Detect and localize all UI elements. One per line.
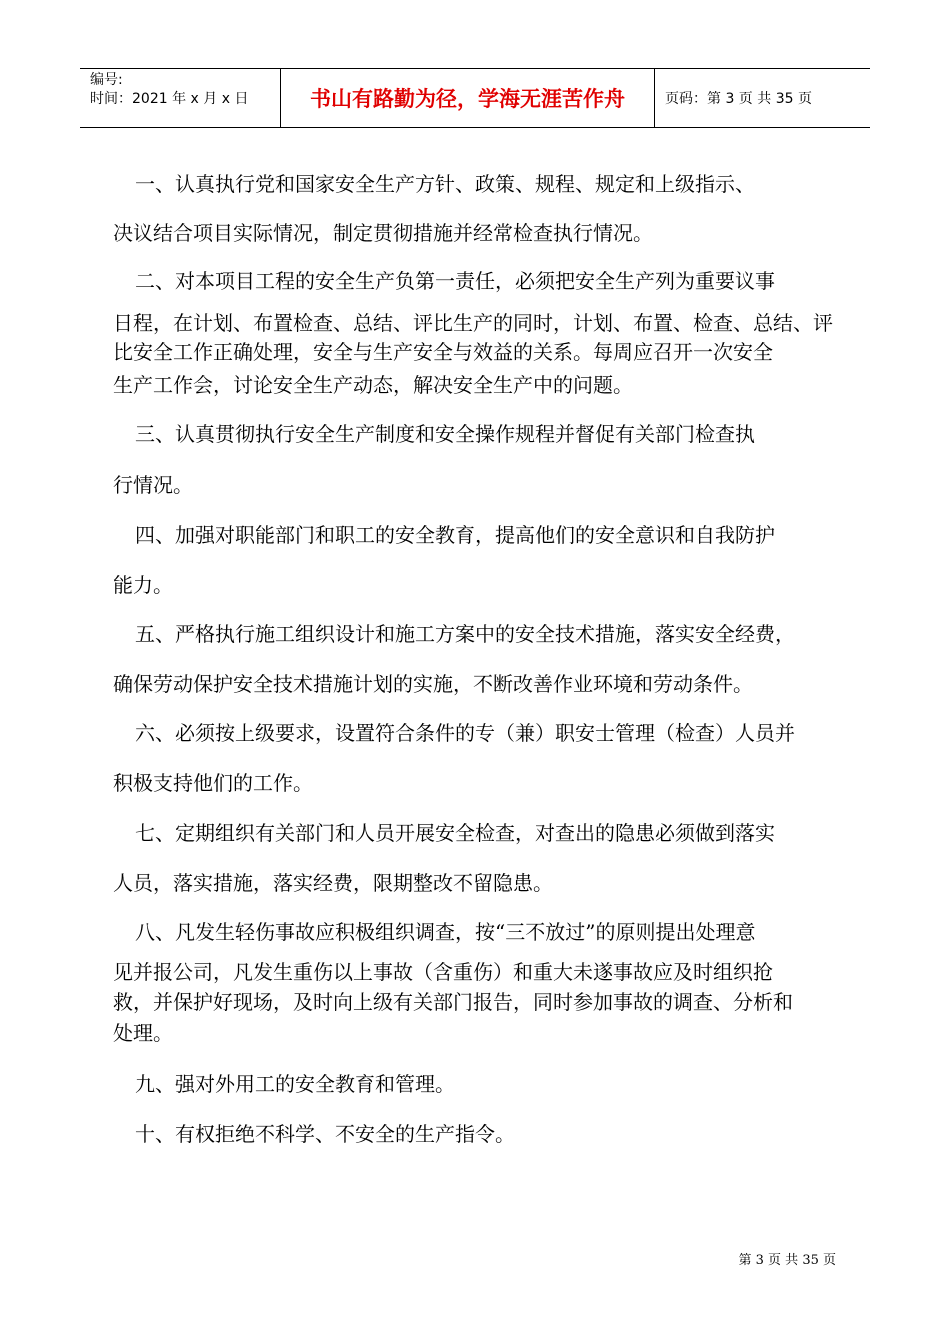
header-page-info: 页码：第 3 页 共 35 页 xyxy=(665,91,812,107)
text-line: 见并报公司，凡发生重伤以上事故（含重伤）和重大未遂事故应及时组织抢 xyxy=(113,960,773,984)
text-line: 比安全工作正确处理，安全与生产安全与效益的关系。每周应召开一次安全 xyxy=(113,340,773,364)
page-header xyxy=(80,68,870,128)
text-line: 四、加强对职能部门和职工的安全教育，提高他们的安全意识和自我防护 xyxy=(135,523,775,547)
header-meta xyxy=(80,69,281,127)
text-line: 一、认真执行党和国家安全生产方针、政策、规程、规定和上级指示、 xyxy=(135,172,755,196)
text-line: 能力。 xyxy=(113,573,173,597)
text-line: 人员，落实措施，落实经费，限期整改不留隐患。 xyxy=(113,871,553,895)
text-line: 生产工作会，讨论安全生产动态，解决安全生产中的问题。 xyxy=(113,373,633,397)
text-line: 处理。 xyxy=(113,1021,173,1045)
text-line: 日程，在计划、布置检查、总结、评比生产的同时，计划、布置、检查、总结、评 xyxy=(113,311,833,335)
document-number-label: 编号: xyxy=(90,72,123,88)
page-footer: 第 3 页 共 35 页 xyxy=(738,1253,836,1268)
text-line: 行情况。 xyxy=(113,473,193,497)
text-line: 救，并保护好现场，及时向上级有关部门报告，同时参加事故的调查、分析和 xyxy=(113,990,793,1014)
text-line: 十、有权拒绝不科学、不安全的生产指令。 xyxy=(135,1122,515,1146)
text-line: 八、凡发生轻伤事故应积极组织调查，按“三不放过”的原则提出处理意 xyxy=(135,920,756,944)
text-line: 确保劳动保护安全技术措施计划的实施，不断改善作业环境和劳动条件。 xyxy=(113,672,753,696)
text-line: 五、严格执行施工组织设计和施工方案中的安全技术措施，落实安全经费， xyxy=(135,622,795,646)
text-line: 九、强对外用工的安全教育和管理。 xyxy=(135,1072,455,1096)
text-line: 二、对本项目工程的安全生产负第一责任，必须把安全生产列为重要议事 xyxy=(135,269,775,293)
header-motto: 书山有路勤为径，学海无涯苦作舟 xyxy=(281,69,655,127)
document-date: 时间：2021 年 x 月 x 日 xyxy=(90,91,249,107)
text-line: 三、认真贯彻执行安全生产制度和安全操作规程并督促有关部门检查执 xyxy=(135,422,755,446)
text-line: 六、必须按上级要求，设置符合条件的专（兼）职安士管理（检查）人员并 xyxy=(135,721,795,745)
text-line: 七、定期组织有关部门和人员开展安全检查，对查出的隐患必须做到落实 xyxy=(135,821,775,845)
text-line: 决议结合项目实际情况，制定贯彻措施并经常检查执行情况。 xyxy=(113,221,653,245)
text-line: 积极支持他们的工作。 xyxy=(113,771,313,795)
